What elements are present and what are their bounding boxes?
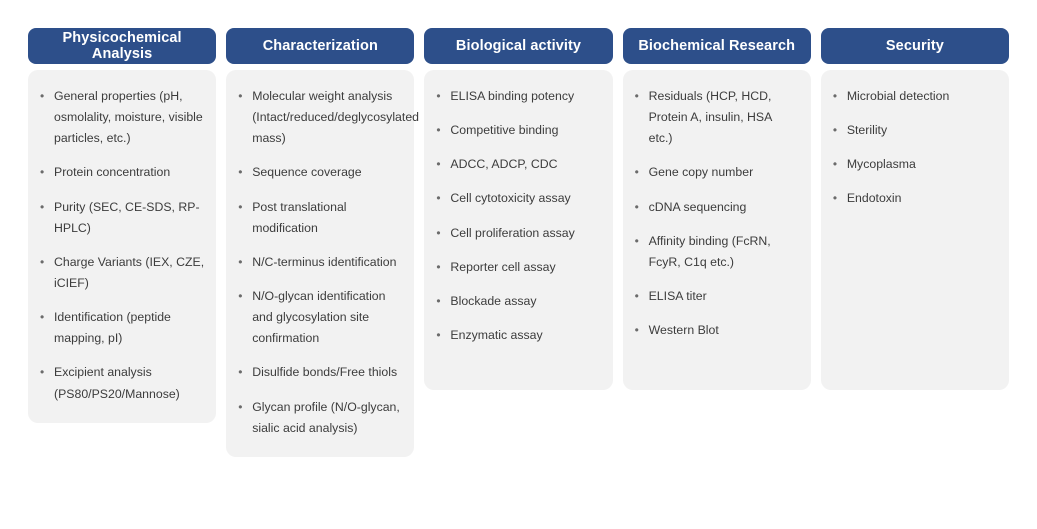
item-list-physicochemical-analysis <box>38 86 204 405</box>
column-body-characterization <box>226 70 419 457</box>
column-physicochemical-analysis <box>28 28 216 423</box>
list-item: • Charge Variants (IEX, CZE, iCIEF) <box>38 252 204 294</box>
item-list-biochemical-research <box>633 86 799 341</box>
column-header-security: Security <box>821 28 1009 64</box>
list-item: • Sterility <box>831 120 997 141</box>
list-item: • N/C-terminus identification <box>236 252 402 273</box>
list-item: • Reporter cell assay <box>434 257 600 278</box>
list-item: • Microbial detection <box>831 86 997 107</box>
list-item: • Endotoxin <box>831 188 997 209</box>
list-item: • Protein concentration <box>38 162 204 183</box>
list-item: • Gene copy number <box>633 162 799 183</box>
list-item: • Affinity binding (FcRN, FcyR, C1q etc.) <box>633 231 799 273</box>
list-item: • Residuals (HCP, HCD, Protein A, insulin, HSA etc.) <box>633 86 799 149</box>
list-item: • Competitive binding <box>434 120 600 141</box>
item-list-biological-activity <box>434 86 600 346</box>
list-item: • Sequence coverage <box>236 162 402 183</box>
list-item: • Enzymatic assay <box>434 325 600 346</box>
column-biological-activity <box>424 28 612 390</box>
list-item: • ELISA binding potency <box>434 86 600 107</box>
column-body-security <box>821 70 1009 390</box>
column-group <box>28 28 1009 457</box>
list-item: • Excipient analysis (PS80/PS20/Mannose) <box>38 362 204 404</box>
column-characterization <box>226 28 419 457</box>
item-list-characterization <box>236 86 419 439</box>
list-item: • Blockade assay <box>434 291 600 312</box>
column-security <box>821 28 1009 390</box>
list-item: • Identification (peptide mapping, pI) <box>38 307 204 349</box>
list-item: • Western Blot <box>633 320 799 341</box>
list-item: • Disulfide bonds/Free thiols <box>236 362 402 383</box>
list-item: • ELISA titer <box>633 286 799 307</box>
column-biochemical-research <box>623 28 811 390</box>
list-item: • Cell cytotoxicity assay <box>434 188 600 209</box>
list-item: • ADCC, ADCP, CDC <box>434 154 600 175</box>
list-item: • Purity (SEC, CE-SDS, RP-HPLC) <box>38 197 204 239</box>
column-header-characterization: Characterization <box>226 28 414 64</box>
column-header-biological-activity: Biological activity <box>424 28 612 64</box>
list-item: • Mycoplasma <box>831 154 997 175</box>
list-item: • cDNA sequencing <box>633 197 799 218</box>
column-body-biochemical-research <box>623 70 811 390</box>
column-body-biological-activity <box>424 70 612 390</box>
list-item: • Glycan profile (N/O-glycan, sialic acid analysis) <box>236 397 402 439</box>
list-item: • Post translational modification <box>236 197 402 239</box>
column-header-physicochemical-analysis: Physicochemical Analysis <box>28 28 216 64</box>
list-item: • N/O-glycan identification and glycosylation site confirmation <box>236 286 402 349</box>
item-list-security <box>831 86 997 210</box>
list-item: • Molecular weight analysis (Intact/reduced/deglycosylated mass) <box>236 86 402 149</box>
list-item: • General properties (pH, osmolality, moisture, visible particles, etc.) <box>38 86 204 149</box>
list-item: • Cell proliferation assay <box>434 223 600 244</box>
column-body-physicochemical-analysis <box>28 70 216 423</box>
column-header-biochemical-research: Biochemical Research <box>623 28 811 64</box>
